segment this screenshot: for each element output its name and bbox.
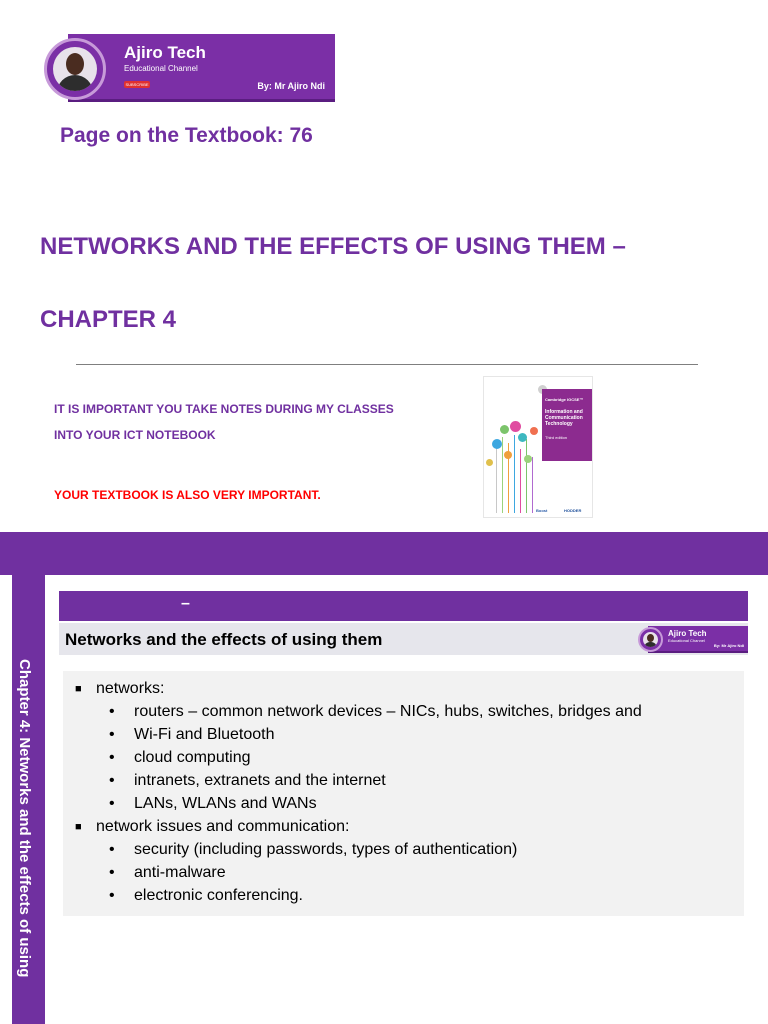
round-bullet-icon: • <box>109 749 115 766</box>
chapter-heading: CHAPTER 4 <box>40 306 177 333</box>
round-bullet-icon: • <box>109 795 115 812</box>
chapter-side-band <box>12 575 45 1024</box>
notes-instruction-line-2: INTO YOUR ICT NOTEBOOK <box>54 428 216 442</box>
subscribe-badge <box>124 81 150 88</box>
textbook-importance-note: YOUR TEXTBOOK IS ALSO VERY IMPORTANT. <box>54 488 321 502</box>
mini-brand-title: Ajiro Tech <box>668 629 707 638</box>
textbook-page-reference: Page on the Textbook: 76 <box>60 124 313 147</box>
square-bullet-icon: ■ <box>75 683 82 695</box>
horizontal-divider <box>76 364 698 365</box>
book-title: Information and Communication Technology <box>545 409 583 427</box>
book-series: Cambridge IGCSE™ <box>545 397 584 402</box>
brand-subtitle: Educational Channel <box>124 64 198 73</box>
presenter-photo <box>53 47 97 91</box>
publisher-boost: Boost <box>536 508 548 513</box>
book-edition: Third edition <box>545 435 568 440</box>
notes-instruction-line-1: IT IS IMPORTANT YOU TAKE NOTES DURING MY CLASSES <box>54 402 394 416</box>
brand-author: By: Mr Ajiro Ndi <box>257 81 325 91</box>
round-bullet-icon: • <box>109 703 115 720</box>
textbook-cover-image <box>483 376 593 518</box>
channel-brand-banner <box>44 34 335 102</box>
mini-brand-subtitle: Educational Channel <box>668 638 705 643</box>
round-bullet-icon: • <box>109 841 115 858</box>
content-slide <box>0 575 768 1024</box>
subscribe-label: SUBSCRIBE <box>125 82 149 87</box>
slide-heading: NETWORKS AND THE EFFECTS OF USING THEM – <box>40 233 626 260</box>
mini-avatar <box>638 627 663 652</box>
round-bullet-icon: • <box>109 887 115 904</box>
title-dash: – <box>181 595 190 612</box>
topics-list: ■ networks: • routers – common network devices – NICs, hubs, switches, bridges and • Wi-Fi and Bluetooth • cloud computing • intranets, extranets and the internet • LANs, WLANs and WANs ■ network issues and communication: • security (including passwords, types of authentication) • anti-malware • electronic conferencing. <box>63 671 744 916</box>
slide-title-bar <box>59 591 748 621</box>
chapter-side-label: Chapter 4: Networks and the effects of using <box>16 659 33 978</box>
round-bullet-icon: • <box>109 864 115 881</box>
slide-separator-band <box>0 532 768 575</box>
channel-brand-mini-banner <box>638 626 750 653</box>
mini-brand-author: By: Mr Ajiro Ndi <box>713 643 744 648</box>
round-bullet-icon: • <box>109 772 115 789</box>
round-bullet-icon: • <box>109 726 115 743</box>
brand-banner-bar <box>68 34 335 102</box>
publisher-hodder: HODDER <box>564 508 582 513</box>
book-title-block <box>542 389 592 461</box>
slide-subtitle: Networks and the effects of using them <box>65 630 383 649</box>
avatar <box>44 38 106 100</box>
square-bullet-icon: ■ <box>75 821 82 833</box>
brand-title: Ajiro Tech <box>124 43 206 62</box>
